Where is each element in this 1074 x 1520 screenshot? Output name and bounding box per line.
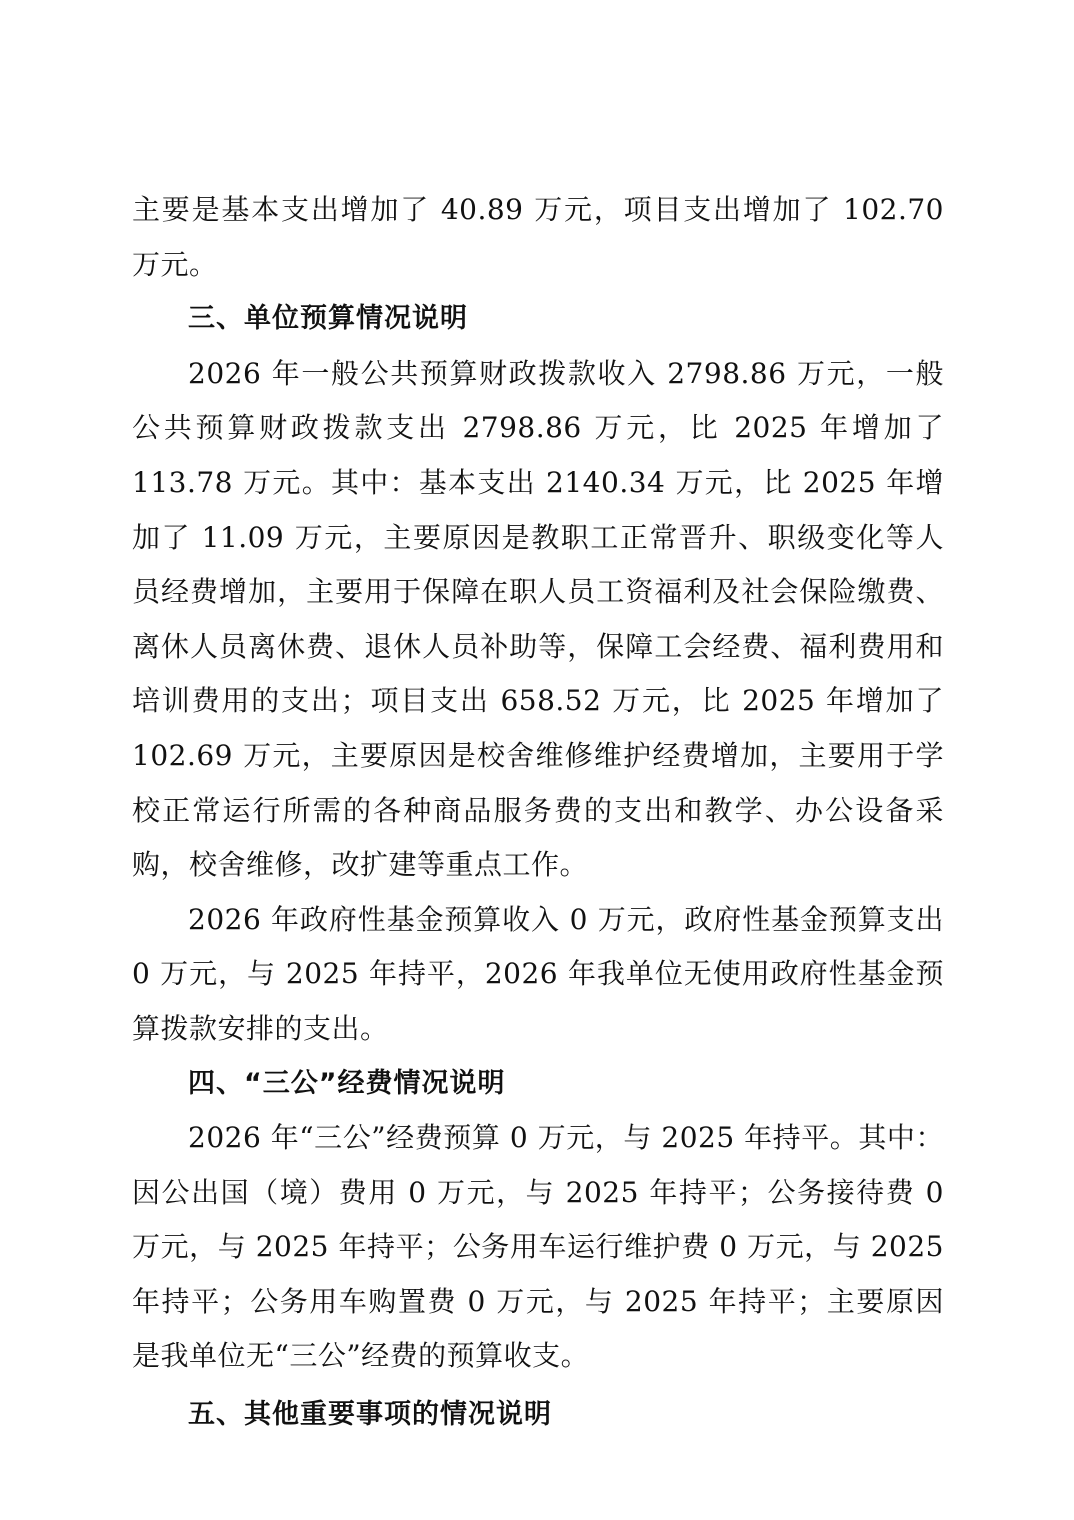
heading-unit-budget: 三、单位预算情况说明 (188, 303, 468, 335)
paragraph-continued: 主要是基本支出增加了 40.89 万元，项目支出增加了 102.70 万元。 (132, 193, 944, 281)
document-body (132, 183, 944, 1443)
paragraph-three-public-expenses: 2026 年“三公”经费预算 0 万元，与 2025 年持平。其中：因公出国（境）费用 0 万元，与 2025 年持平；公务接待费 0 万元，与 2025 年持平；公务用车运行维护费 0 万元，与 2025 年持平；公务用车购置费 0 万元，与 2025 年持平；主要原因是我单位无“三公”经费的预算收支。 (132, 1121, 944, 1373)
paragraph-general-budget: 2026 年一般公共预算财政拨款收入 2798.86 万元，一般公共预算财政拨款支出 2798.86 万元，比 2025 年增加了 113.78 万元。其中：基本支出 2140.34 万元，比 2025 年增加了 11.09 万元，主要原因是教职工正常晋升、职级变化等人员经费增加，主要用于保障在职人员工资福利及社会保险缴费、离休人员离休费、退休人员补助等，保障工会经费、福利费用和培训费用的支出；项目支出 658.52 万元，比 2025 年增加了 102.69 万元，主要原因是校舍维修维护经费增加，主要用于学校正常运行所需的各种商品服务费的支出和教学、办公设备采购，校舍维修，改扩建等重点工作。 (132, 356, 944, 882)
heading-other-matters: 五、其他重要事项的情况说明 (188, 1399, 552, 1431)
heading-three-public-expenses: 四、“三公”经费情况说明 (188, 1067, 506, 1099)
paragraph-government-fund: 2026 年政府性基金预算收入 0 万元，政府性基金预算支出 0 万元，与 2025 年持平，2026 年我单位无使用政府性基金预算拨款安排的支出。 (132, 902, 944, 1045)
